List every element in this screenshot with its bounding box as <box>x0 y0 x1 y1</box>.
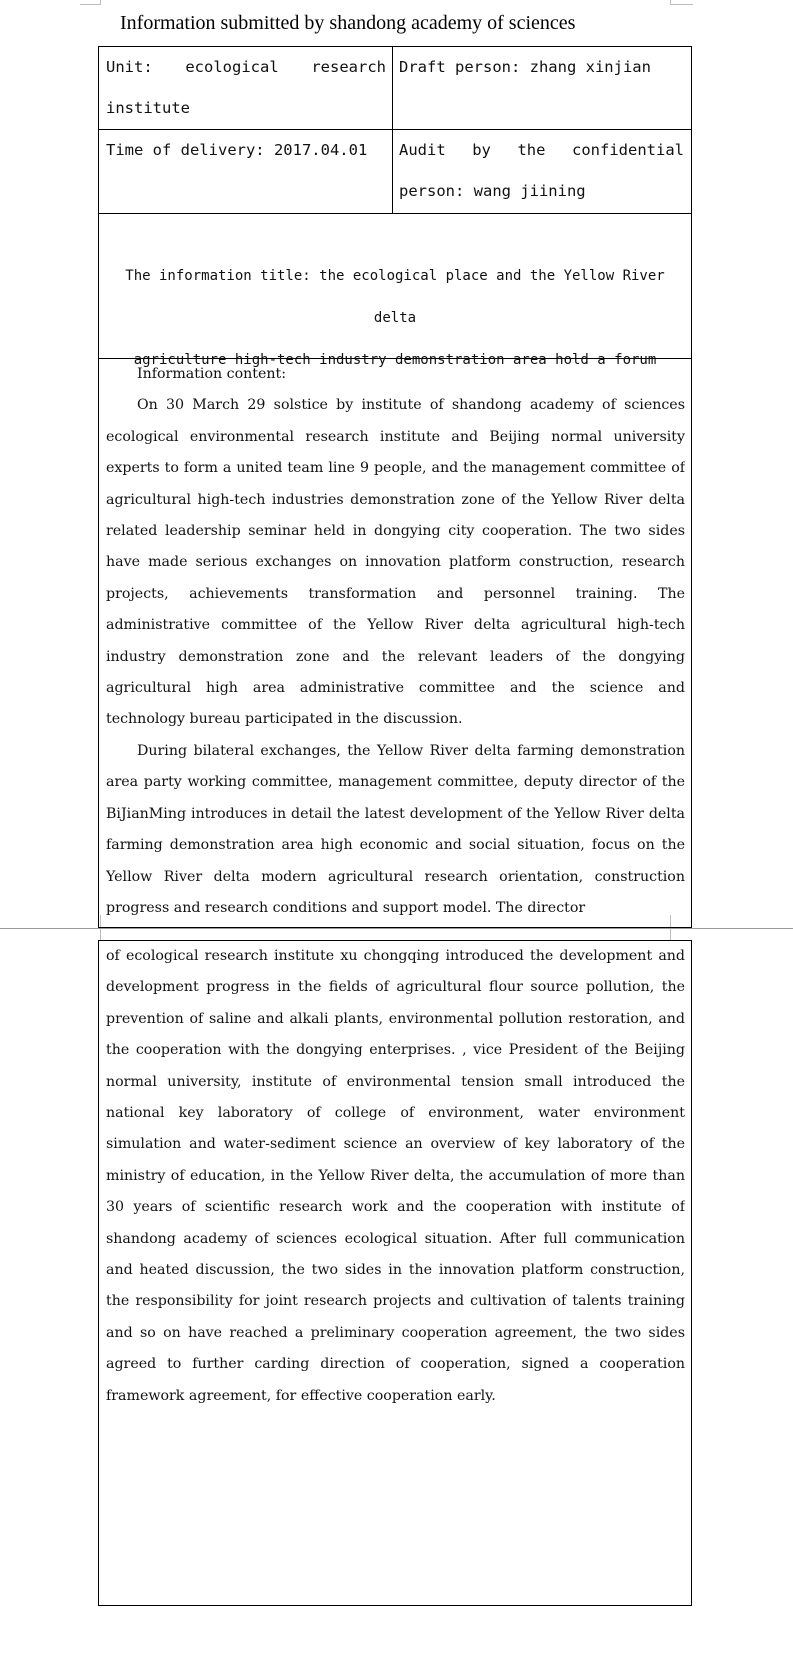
content-paragraph-1: On 30 March 29 solstice by institute of shandong academy of sciences ecological environmental research institute and Beijing normal university experts to form a united team line 9 people, and the management committee of agricultural high-tech industries demonstration zone of the Yellow River delta related leadership seminar held in dongying city cooperation. The two sides have made serious exchanges on innovation platform construction, research projects, achievements transformation and personnel training. The administrative committee of the Yellow River delta agricultural high-tech industry demonstration zone and the relevant leaders of the dongying agricultural high area administrative committee and the science and technology bureau participated in the discussion. <box>106 397 685 728</box>
draft-person-cell <box>399 47 684 88</box>
content-paragraph-2: During bilateral exchanges, the Yellow River delta farming demonstration area party working committee, management committee, deputy director of the BiJianMing introduces in detail the latest development of the Yellow River delta farming demonstration area high economic and social situation, focus on the Yellow River delta modern agricultural research orientation, construction progress and research conditions and support model. The director <box>106 742 685 916</box>
unit-cell <box>106 47 386 129</box>
content-paragraph-2-continued: of ecological research institute xu chongqing introduced the development and development progress in the fields of agricultural flour source pollution, the prevention of saline and alkali plants, environmental pollution restoration, and the cooperation with the dongying enterprises. , vice President of the Beijing normal university, institute of environmental tension small introduced the national key laboratory of college of environment, water environment simulation and water-sediment science an overview of key laboratory of the ministry of education, in the Yellow River delta, the accumulation of more than 30 years of scientific research work and the cooperation with institute of shandong academy of sciences ecological situation. After full communication and heated discussion, the two sides in the innovation platform construction, the responsibility for joint research projects and cultivation of talents training and so on have reached a preliminary cooperation agreement, the two sides agreed to further carding direction of cooperation, signed a cooperation framework agreement, for effective cooperation early. <box>106 948 685 1404</box>
page-break <box>0 928 793 929</box>
unit-line-1: Unit: ecological research <box>106 58 386 76</box>
draft-person: Draft person: zhang xinjian <box>399 58 651 76</box>
column-divider <box>392 46 393 213</box>
unit-line-2: institute <box>106 99 190 117</box>
content-heading: Information content: <box>137 366 286 382</box>
audit-line-2: person: wang jiining <box>399 182 586 200</box>
delivery-time-cell <box>106 130 386 171</box>
information-content <box>106 359 685 922</box>
delivery-time: Time of delivery: 2017.04.01 <box>106 141 368 159</box>
information-title-line-2: agriculture high-tech industry demonstration area hold a forum <box>133 352 657 368</box>
crop-mark <box>670 0 693 5</box>
information-content-continued <box>106 941 685 1441</box>
row-divider <box>98 213 692 214</box>
page-title: Information submitted by shandong academy of sciences <box>120 12 576 34</box>
crop-mark <box>80 0 101 5</box>
audit-line-1: Audit by the confidential <box>399 141 684 159</box>
information-title-line-1: The information title: the ecological place and the Yellow River delta <box>125 268 665 326</box>
audit-cell <box>399 130 684 212</box>
